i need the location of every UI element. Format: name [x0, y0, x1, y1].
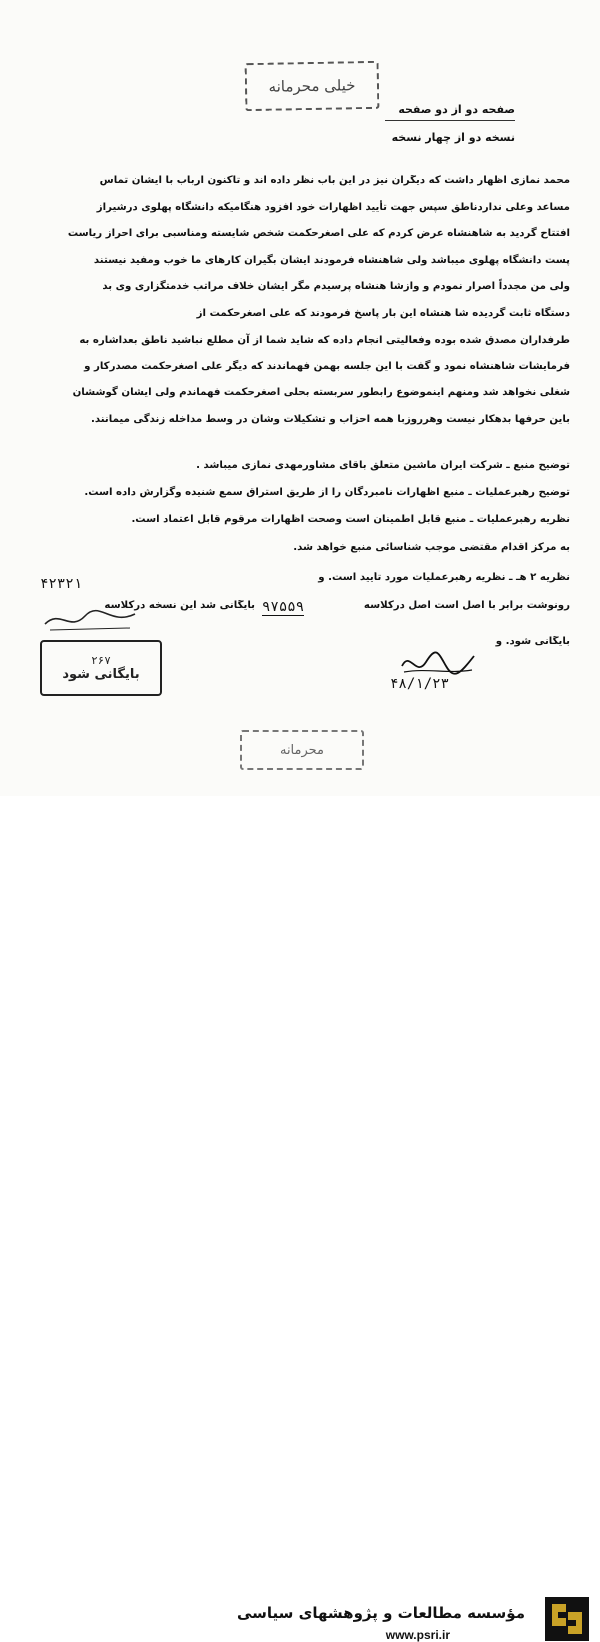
body-line: پست دانشگاه پهلوی میباشد ولی شاهنشاه فرمودند ایشان بگیران کارهای ما خوب ومفید نیستند	[93, 255, 570, 266]
institute-name: مؤسسه مطالعات و پژوهشهای سیاسی	[236, 1604, 525, 1622]
report-notes	[30, 460, 570, 570]
operations-opinion: نظریه رهبرعملیات ـ منبع قابل اطمینان است وصحت اظهارات مرقوم قابل اعتماد است.	[131, 514, 570, 525]
archive-instruction: بایگانی شود. و	[495, 636, 570, 647]
page-count-header: صفحه دو از دو صفحه	[398, 103, 515, 116]
operations-note: توضیح رهبرعملیات ـ منبع اظهارات نامبردگان را از طریق استراق سمع شنیده وگزارش داده است.	[84, 487, 570, 498]
body-line: طرفداران مصدق شده بوده وفعالیتی انجام داده که شاید شما از آن مطلع نباشید ناطق بعداشاره به	[79, 335, 570, 346]
bottom-stamp: محرمانه	[240, 730, 364, 770]
institute-url[interactable]: www.psri.ir	[385, 1628, 450, 1642]
handwritten-note-icon	[40, 604, 140, 634]
body-line: دستگاه ثابت گردیده شا هنشاه این بار پاسخ فرمودند که علی اصغرحکمت از	[196, 308, 570, 319]
body-line: شغلی نخواهد شد ومنهم اینموضوع رابطور سربسته بحلی اصغرحکمت فهماندم ولی ایشان گوششان	[72, 387, 570, 398]
classification-stamp: خیلی محرمانه	[245, 61, 380, 111]
document-date: ۴۸/۱/۲۳	[390, 676, 450, 692]
closing-opinion: نظریه ۲ هـ ـ نظریه رهبرعملیات مورد تأیید است. و	[318, 572, 570, 583]
left-reference-number: ۴۲۳۲۱	[40, 576, 83, 592]
copy-certification: رونوشت برابر با اصل است اصل درکلاسه	[363, 600, 570, 611]
copy-certification-suffix: بایگانی شد این نسخه درکلاسه	[104, 600, 255, 611]
body-line: افتتاح گردید به شاهنشاه عرض کردم که علی اصغرحکمت شخص شایسته ومناسبی برای احراز ریاست	[67, 228, 570, 239]
body-line: مساعد وعلی نداردناطق سپس جهت تأیید اظهارات خود افزود هنگامیکه دانشگاه پهلوی درشیراز	[96, 202, 570, 213]
footer-bar	[0, 796, 600, 1642]
body-line: فرمایشات شاهنشاه نمود و گفت با این جلسه بهمن فهماندند که دیگر علی اصغرحکمت مصدرکار و	[84, 361, 570, 372]
copy-count-header: نسخه دو از چهار نسخه	[391, 131, 515, 144]
report-body	[30, 175, 570, 445]
signature-icon	[398, 648, 478, 678]
body-line: باین حرفها بدهکار نیست وهرروزبا همه احزاب و تشکیلات وشان در وسط مداخله زندگی میمانند.	[91, 414, 570, 425]
body-line: محمد نمازی اظهار داشت که دیگران نیز در این باب نظر داده اند و تاکنون ارباب با ایشان تماس	[99, 175, 570, 186]
institute-logo-icon	[544, 1596, 590, 1642]
archive-code: ۲۶۷	[91, 654, 111, 667]
center-note: به مرکز اقدام مقتضی موجب شناسائی منبع خواهد شد.	[293, 542, 570, 553]
archive-label: بایگانی شود	[62, 667, 140, 682]
body-line: ولی من مجدداً اصرار نمودم و وازشا هنشاه پرسیدم مگر ایشان خلاف مراتب خدمتگزاری وی بد	[102, 281, 570, 292]
source-note: توضیح منبع ـ شرکت ایران ماشین متعلق بآقای مشاورمهدی نمازی میباشد .	[196, 460, 570, 471]
file-reference-number: ۹۷۵۵۹	[262, 599, 305, 615]
header-divider	[385, 120, 515, 121]
